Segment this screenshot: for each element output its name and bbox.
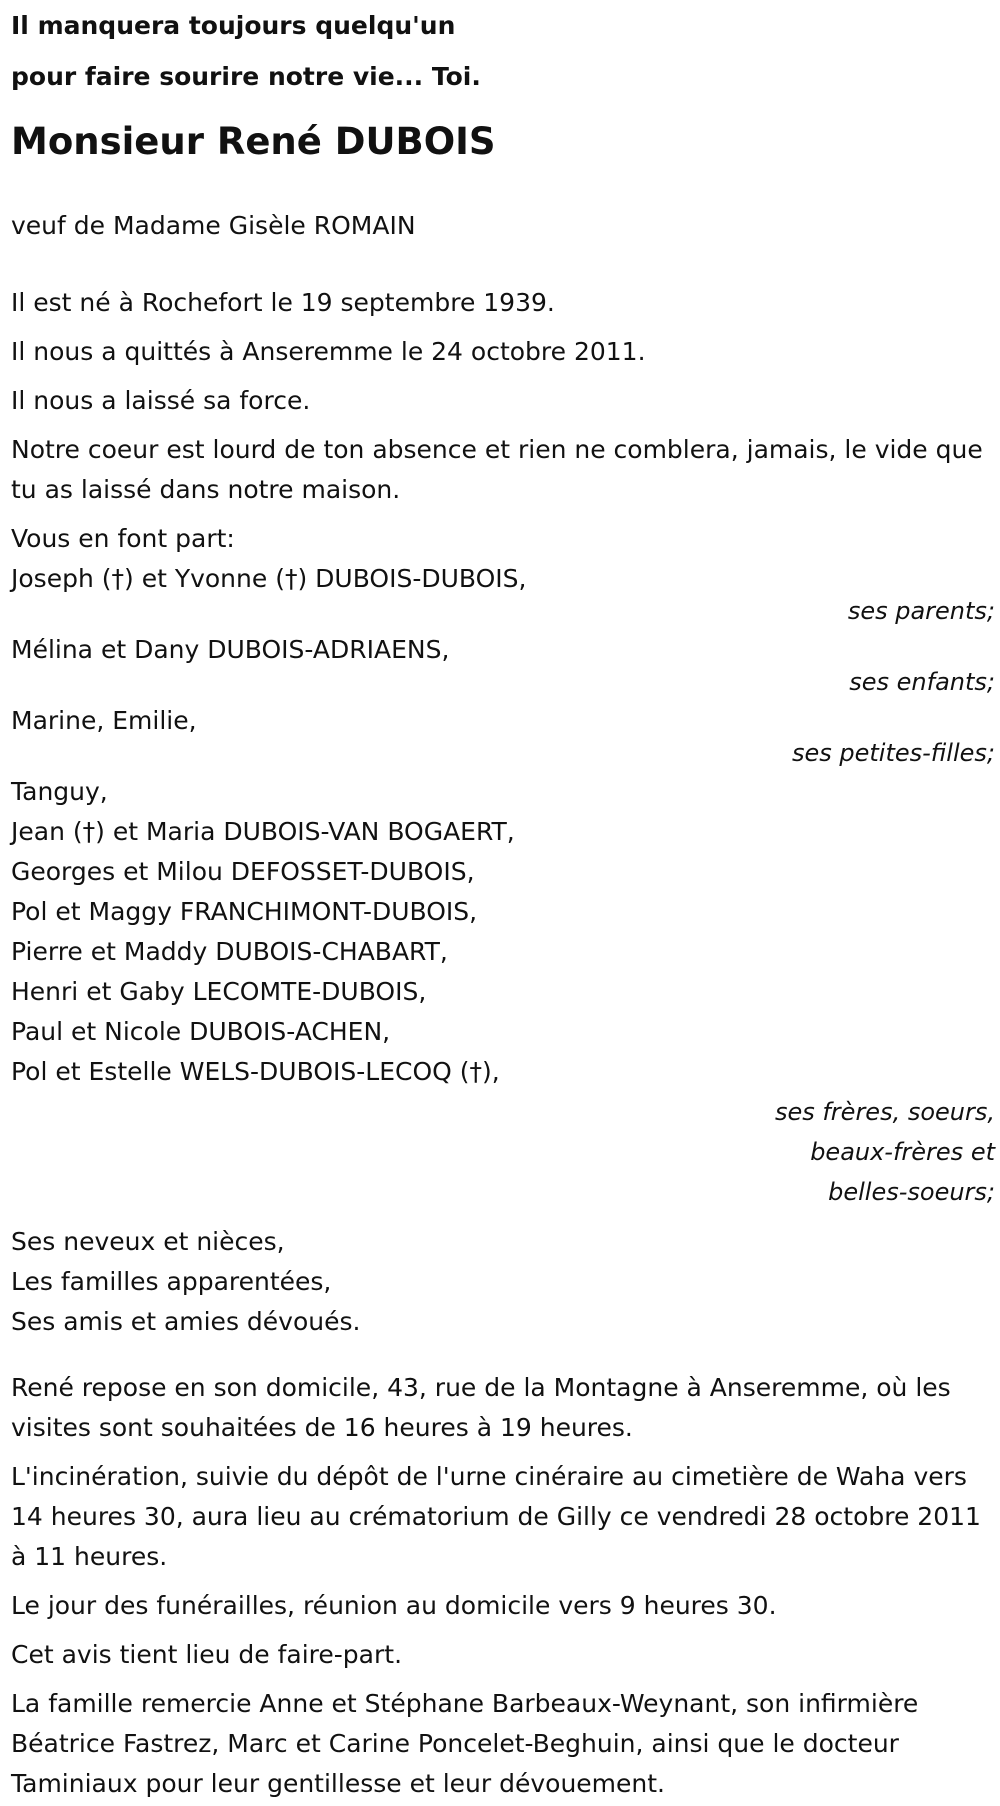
relation-role-line-1: ses frères, soeurs, [774, 1098, 995, 1126]
relative-name: Mélina et Dany DUBOIS-ADRIAENS, [11, 635, 450, 664]
relative-name: Paul et Nicole DUBOIS-ACHEN, [11, 1017, 391, 1046]
relative-name: Jean (†) et Maria DUBOIS-VAN BOGAERT, [11, 817, 515, 846]
rest-paragraph: René repose en son domicile, 43, rue de la Montagne à Anseremme, où les visites sont souhaitées de 16 heures à 19 heures. [11, 1373, 951, 1442]
thanks-paragraph: La famille remercie Anne et Stéphane Barbeaux-Weynant, son infirmière Béatrice Fastrez, Marc et Carine Poncelet-Beghuin, ainsi que le docteur Taminiaux pour leur gentillesse et leur dévouement. [11, 1689, 919, 1798]
extended-line: Ses neveux et nièces, [11, 1227, 285, 1256]
relative-name: Joseph (†) et Yvonne (†) DUBOIS-DUBOIS, [11, 564, 527, 593]
birth-line: Il est né à Rochefort le 19 septembre 1939. [11, 288, 555, 317]
cremation-paragraph: L'incinération, suivie du dépôt de l'urne cinéraire au cimetière de Waha vers 14 heures 30, aura lieu au crématorium de Gilly ce vendredi 28 octobre 2011 à 11 heures. [11, 1462, 981, 1571]
heart-paragraph: Notre coeur est lourd de ton absence et rien ne comblera, jamais, le vide que tu as laissé dans notre maison. [11, 435, 983, 504]
relation-role: ses parents; [847, 597, 995, 625]
relation-role-line-3: belles-soeurs; [828, 1178, 995, 1206]
epigraph-line-1: Il manquera toujours quelqu'un [11, 11, 456, 40]
epigraph [11, 0, 995, 102]
relatives-children [11, 630, 995, 702]
announce-label: Vous en font part: [11, 524, 235, 553]
gathering-line: Le jour des funérailles, réunion au domicile vers 9 heures 30. [11, 1591, 777, 1620]
relative-name: Georges et Milou DEFOSSET-DUBOIS, [11, 857, 475, 886]
extended-line: Ses amis et amies dévoués. [11, 1307, 361, 1336]
relative-name: Tanguy, [11, 777, 108, 806]
relatives-grandchildren [11, 701, 995, 773]
death-line: Il nous a quittés à Anseremme le 24 octobre 2011. [11, 337, 646, 366]
obituary-notice [11, 0, 995, 1804]
strength-line: Il nous a laissé sa force. [11, 386, 311, 415]
relative-name: Pol et Maggy FRANCHIMONT-DUBOIS, [11, 897, 478, 926]
relation-role: ses petites-filles; [791, 739, 995, 767]
relation-role: ses enfants; [849, 668, 995, 696]
relation-role-line-2: beaux-frères et [810, 1138, 995, 1166]
extended-line: Les familles apparentées, [11, 1267, 332, 1296]
relatives-siblings [11, 772, 995, 1212]
relative-name: Marine, Emilie, [11, 706, 197, 735]
extended-family [11, 1222, 995, 1342]
deceased-name: Monsieur René DUBOIS [11, 120, 496, 163]
relative-name: Henri et Gaby LECOMTE-DUBOIS, [11, 977, 427, 1006]
relative-name: Pierre et Maddy DUBOIS-CHABART, [11, 937, 448, 966]
spouse-line: veuf de Madame Gisèle ROMAIN [11, 211, 416, 240]
relatives-parents [11, 559, 995, 631]
notice-line: Cet avis tient lieu de faire-part. [11, 1640, 403, 1669]
relative-name: Pol et Estelle WELS-DUBOIS-LECOQ (†), [11, 1057, 500, 1086]
epigraph-line-2: pour faire sourire notre vie... Toi. [11, 62, 481, 91]
spacer [11, 1342, 995, 1368]
